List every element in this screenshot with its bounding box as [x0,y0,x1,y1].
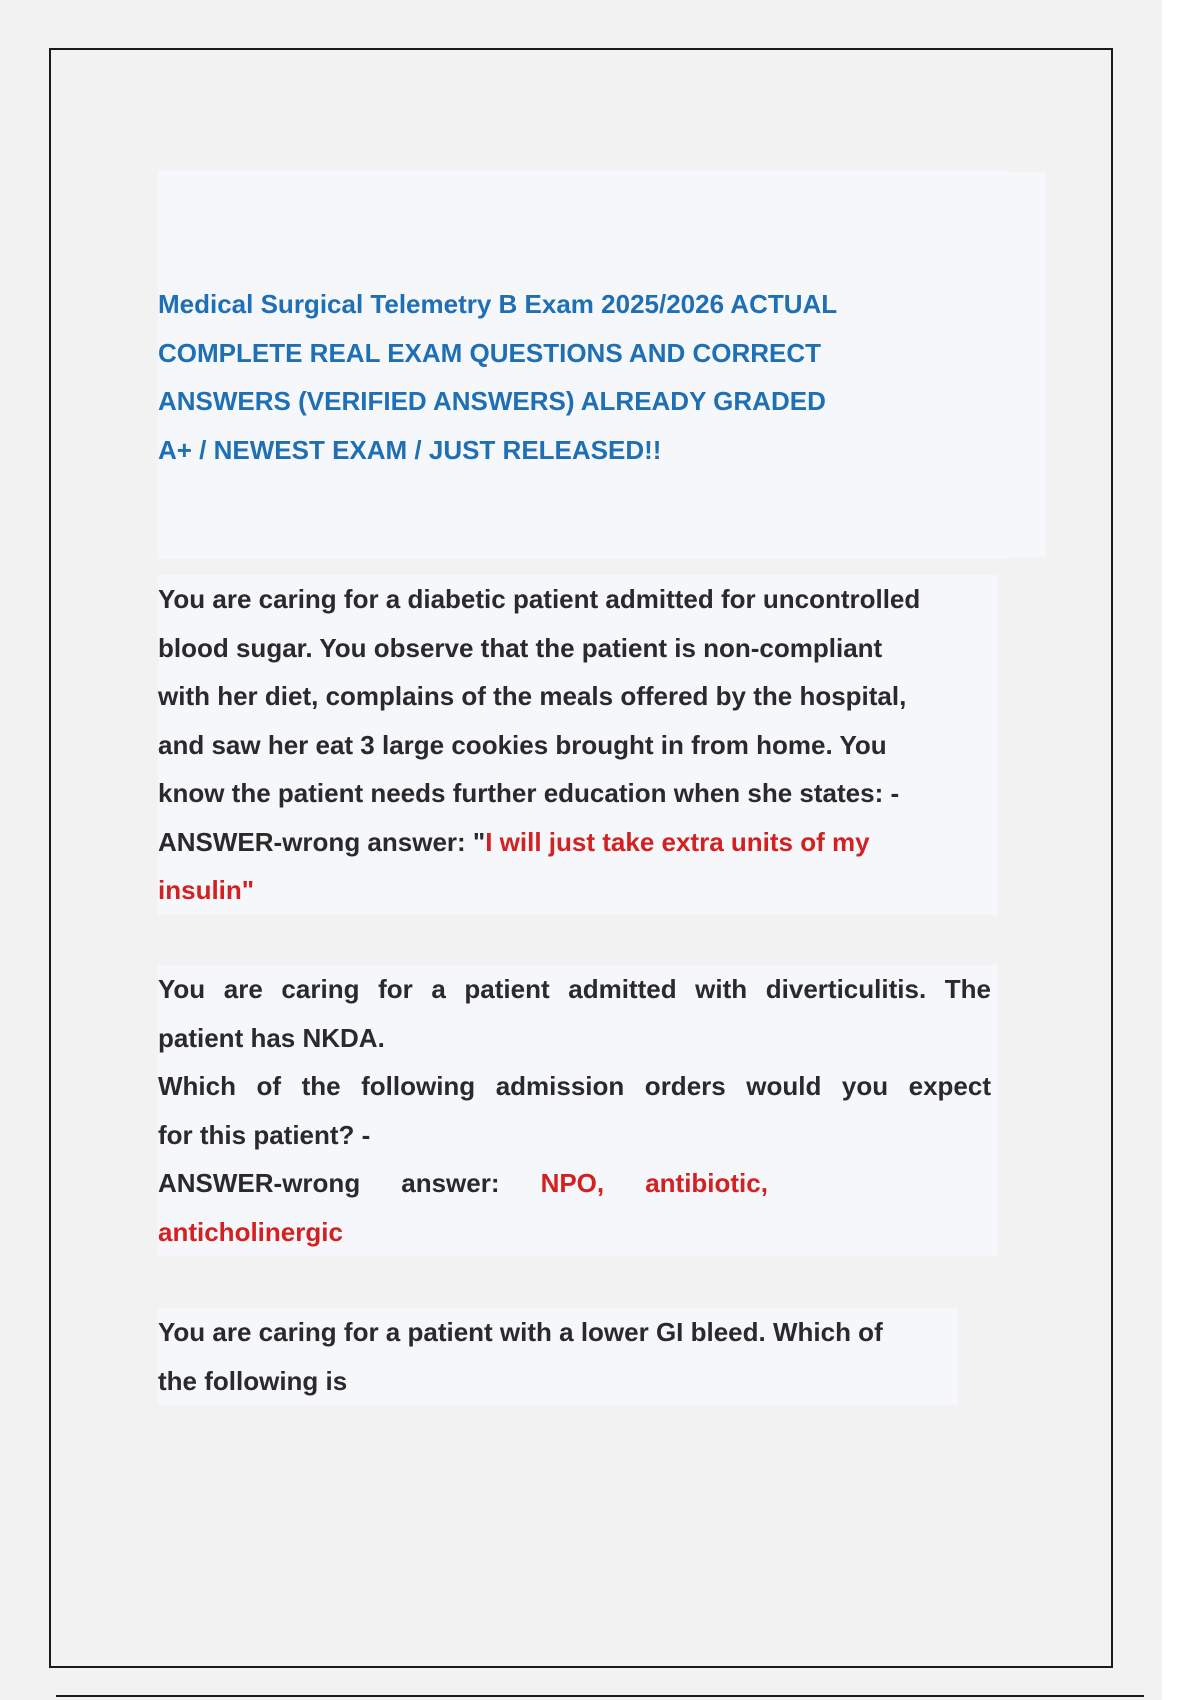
viewer-background-strip [1162,0,1200,1700]
question-line: patient has NKDA. [158,1022,385,1053]
question-line: blood sugar. You observe that the patient is non-compliant [158,632,883,663]
title-line: Medical Surgical Telemetry B Exam 2025/2026 ACTUAL [158,289,838,319]
question-line: You are caring for a diabetic patient admitted for uncontrolled [158,584,921,614]
title-line: COMPLETE REAL EXAM QUESTIONS AND CORRECT [158,337,822,368]
question-line: and saw her eat 3 large cookies brought in from home. You [158,729,887,760]
answer-text: I will just take extra units of my [485,826,870,857]
title-line: A+ / NEWEST EXAM / JUST RELEASED!! [158,434,662,465]
question-line: with her diet, complains of the meals offered by the hospital, [158,681,907,711]
question-line: the following is [158,1365,348,1396]
title-block [158,170,1008,559]
answer-prefix: ANSWER-wrong answer: " [158,826,486,857]
question-line: You are caring for a patient admitted with diverticulitis. The [158,974,991,1004]
answer-line [158,818,998,867]
answer-text: NPO, [540,1168,605,1198]
answer-label: answer: [401,1168,500,1198]
question-3 [158,1308,958,1405]
question-1 [158,575,998,915]
answer-text: antibiotic, [645,1168,768,1198]
document-page [49,48,1113,1668]
question-line: for this patient? - [158,1119,371,1150]
page-bottom-rule [56,1695,1144,1697]
question-2 [158,965,998,1256]
question-line: Which of the following admission orders would you expect [158,1071,991,1101]
answer-text-continued: anticholinergic [158,1216,343,1247]
title-line: ANSWERS (VERIFIED ANSWERS) ALREADY GRADED [158,386,826,416]
answer-line [158,1159,768,1208]
answer-text-continued: insulin" [158,875,255,905]
answer-label: ANSWER-wrong [158,1168,361,1198]
question-line: know the patient needs further education when she states: - [158,778,900,808]
question-line: You are caring for a patient with a lower GI bleed. Which of [158,1317,883,1347]
